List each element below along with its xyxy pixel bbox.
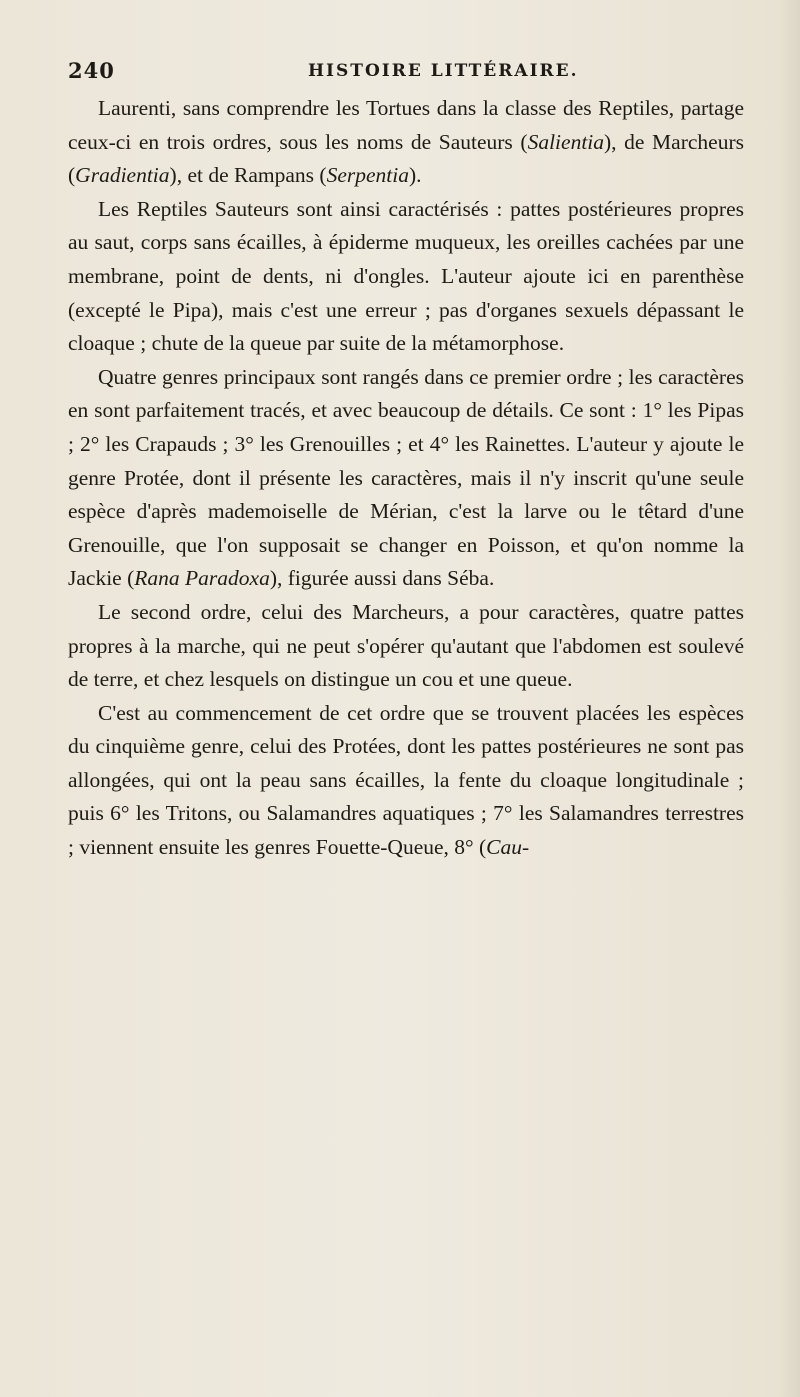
text-span: ).: [408, 163, 422, 188]
italic-term: Serpentia: [326, 163, 409, 188]
page-number: 240: [68, 58, 115, 83]
paragraph-2: [68, 193, 744, 361]
italic-term: Salientia: [527, 129, 605, 154]
page-edge-shadow: [778, 0, 800, 1397]
text-span: Quatre genres principaux sont rangés dans ce premier ordre ; les caractères en sont parfaitement tracés, et avec beaucoup de détails. Ce sont : 1° les Pipas ; 2° les Crapauds ; 3° les Grenouilles ; et 4° les Rainettes. L'auteur y ajoute le genre Protée, dont il présente les caractères, mais il n'y inscrit qu'une seule espèce d'après mademoiselle de Mérian, c'est la larve ou le têtard d'une Grenouille, que l'on supposait se changer en Poisson, et qu'on nomme la Jackie (: [68, 364, 744, 591]
paragraph-3: [68, 361, 744, 596]
body-text: [68, 92, 744, 865]
text-span: C'est au commencement de cet ordre que se trouvent placées les espèces du cinquième genre, celui des Protées, dont les pattes postérieures ne sont pas allongées, qui ont la peau sans écailles, la fente du cloaque longitudinale ; puis 6° les Tritons, ou Salamandres aquatiques ; 7° les Salamandres terrestres ; viennent ensuite les genres Fouette-Queue, 8° (: [68, 700, 744, 860]
text-span: Les Reptiles Sauteurs sont ainsi caractérisés : pattes postérieures propres au saut, corps sans écailles, à épiderme muqueux, les oreilles cachées par une membrane, point de dents, ni d'ongles. L'auteur ajoute ici en parenthèse (excepté le Pipa), mais c'est une erreur ; pas d'organes sexuels dépassant le cloaque ; chute de la queue par suite de la métamorphose.: [68, 196, 744, 356]
paragraph-4: [68, 596, 744, 697]
italic-term: Gradientia: [75, 163, 170, 188]
italic-term: Rana Paradoxa: [134, 566, 270, 591]
paragraph-5: [68, 697, 744, 865]
text-span: Le second ordre, celui des Marcheurs, a pour caractères, quatre pattes propres à la marche, qui ne peut s'opérer qu'autant que l'abdomen est soulevé de terre, et chez lesquels on distingue un cou et une queue.: [68, 599, 744, 692]
paragraph-1: [68, 92, 744, 193]
running-head: [68, 58, 740, 86]
running-title: HISTOIRE LITTÉRAIRE.: [308, 61, 579, 81]
text-span: ), figurée aussi dans Séba.: [269, 566, 495, 591]
italic-term: Cau-: [486, 835, 530, 860]
text-span: Laurenti, sans comprendre les Tortues dans la classe des Reptiles, partage ceux-ci en trois ordres, sous les noms de Sauteurs (: [68, 96, 744, 154]
text-span: ), de Marcheurs (: [68, 129, 744, 188]
text-span: ), et de Rampans (: [169, 163, 327, 188]
